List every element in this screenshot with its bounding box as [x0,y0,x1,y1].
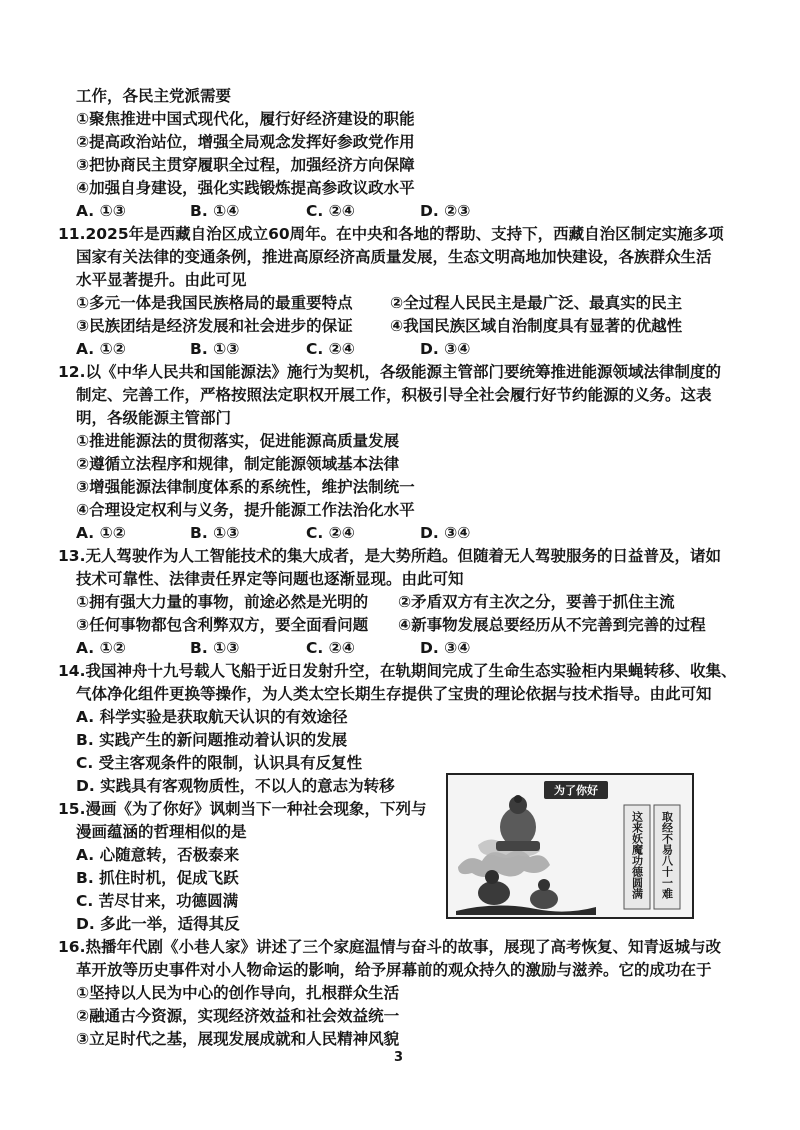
q15-stem-line-2: 漫画蕴涵的哲理相似的是 [76,823,247,841]
q11-stem-line-2: 国家有关法律的变通条例，推进高原经济高质量发展，生态文明高地加快建设，各族群众生活 [76,248,712,266]
q13-stem-line-2: 技术可靠性、法律责任界定等问题也逐渐显现。由此可知 [76,570,464,588]
q12-item-2: ②遵循立法程序和规律，制定能源领域基本法律 [76,455,400,473]
q15-option-c: C. 苦尽甘来，功德圆满 [76,892,239,910]
q11-item-2: ②全过程人民民主是最广泛、最真实的民主 [390,294,683,312]
q16-stem-line-2: 革开放等历史事件对小人物命运的影响，给予屏幕前的观众持久的激励与滋养。它的成功在于 [76,961,712,979]
q10-option-d: D. ②③ [420,202,471,220]
cartoon-text-column-right: 取经不易八十一难 [660,811,674,899]
q12-item-1: ①推进能源法的贯彻落实，促进能源高质量发展 [76,432,400,450]
q13-item-4: ④新事物发展总要经历从不完善到完善的过程 [398,616,706,634]
page-number: 3 [394,1050,404,1065]
q15-option-a: A. 心随意转，否极泰来 [76,846,240,864]
q11-option-b: B. ①③ [190,340,240,358]
q12-option-b: B. ①③ [190,524,240,542]
q11-option-a: A. ①② [76,340,126,358]
q16-item-3: ③立足时代之基，展现发展成就和人民精神风貌 [76,1030,400,1048]
q14-option-b: B. 实践产生的新问题推动着认识的发展 [76,731,348,749]
cartoon-image [446,773,694,919]
q12-stem-line-3: 明，各级能源主管部门 [76,409,232,427]
q13-item-2: ②矛盾双方有主次之分，要善于抓住主流 [398,593,675,611]
q14-stem-line-2: 气体净化组件更换等操作，为人类太空长期生存提供了宝贵的理论依据与技术指导。由此可知 [76,685,712,703]
q11-option-c: C. ②④ [306,340,355,358]
q15-stem-line-1: 15.漫画《为了你好》讽刺当下一种社会现象，下列与 [58,800,427,818]
q13-item-1: ①拥有强大力量的事物，前途必然是光明的 [76,593,369,611]
q14-option-d: D. 实践具有客观物质性，不以人的意志为转移 [76,777,395,795]
q10-item-4: ④加强自身建设，强化实践锻炼提高参政议政水平 [76,179,415,197]
q13-option-c: C. ②④ [306,639,355,657]
q11-item-1: ①多元一体是我国民族格局的最重要特点 [76,294,353,312]
q10-item-2: ②提高政治站位，增强全局观念发挥好参政党作用 [76,133,415,151]
q12-item-3: ③增强能源法律制度体系的系统性，维护法制统一 [76,478,415,496]
cartoon-drawing [448,775,692,917]
q11-stem-line-1: 11.2025年是西藏自治区成立60周年。在中央和各地的帮助、支持下，西藏自治区制定实施多项 [58,225,724,243]
q12-option-d: D. ③④ [420,524,471,542]
q12-item-4: ④合理设定权利与义务，提升能源工作法治化水平 [76,501,415,519]
q16-item-2: ②融通古今资源，实现经济效益和社会效益统一 [76,1007,400,1025]
q13-item-3: ③任何事物都包含利弊双方，要全面看问题 [76,616,369,634]
q13-option-b: B. ①③ [190,639,240,657]
q12-stem-line-1: 12.以《中华人民共和国能源法》施行为契机，各级能源主管部门要统筹推进能源领域法律制度的 [58,363,721,381]
q15-option-b: B. 抓住时机，促成飞跃 [76,869,239,887]
q11-item-4: ④我国民族区域自治制度具有显著的优越性 [390,317,683,335]
q14-stem-line-1: 14.我国神舟十九号载人飞船于近日发射升空，在轨期间完成了生命生态实验柜内果蝇转移、收集、 [58,662,737,680]
q16-stem-line-1: 16.热播年代剧《小巷人家》讲述了三个家庭温情与奋斗的故事，展现了高考恢复、知青返城与改 [58,938,721,956]
q14-option-c: C. 受主客观条件的限制，认识具有反复性 [76,754,363,772]
q12-stem-line-2: 制定、完善工作，严格按照法定职权开展工作，积极引导全社会履行好节约能源的义务。这表 [76,386,712,404]
q10-option-c: C. ②④ [306,202,355,220]
q13-option-d: D. ③④ [420,639,471,657]
q13-stem-line-1: 13.无人驾驶作为人工智能技术的集大成者，是大势所趋。但随着无人驾驶服务的日益普及，诸如 [58,547,721,565]
cartoon-text-column-left: 这来妖魔功德圆满 [630,811,644,899]
q16-item-1: ①坚持以人民为中心的创作导向，扎根群众生活 [76,984,400,1002]
q10-item-3: ③把协商民主贯穿履职全过程，加强经济方向保障 [76,156,415,174]
q15-option-d: D. 多此一举，适得其反 [76,915,240,933]
q10-stem-tail: 工作，各民主党派需要 [76,87,232,105]
q11-item-3: ③民族团结是经济发展和社会进步的保证 [76,317,353,335]
q11-option-d: D. ③④ [420,340,471,358]
q14-option-a: A. 科学实验是获取航天认识的有效途径 [76,708,348,726]
q10-item-1: ①聚焦推进中国式现代化，履行好经济建设的职能 [76,110,415,128]
q10-option-b: B. ①④ [190,202,240,220]
q13-option-a: A. ①② [76,639,126,657]
q12-option-a: A. ①② [76,524,126,542]
q11-stem-line-3: 水平显著提升。由此可见 [76,271,247,289]
cartoon-title: 为了你好 [554,784,598,797]
q12-option-c: C. ②④ [306,524,355,542]
q10-option-a: A. ①③ [76,202,126,220]
